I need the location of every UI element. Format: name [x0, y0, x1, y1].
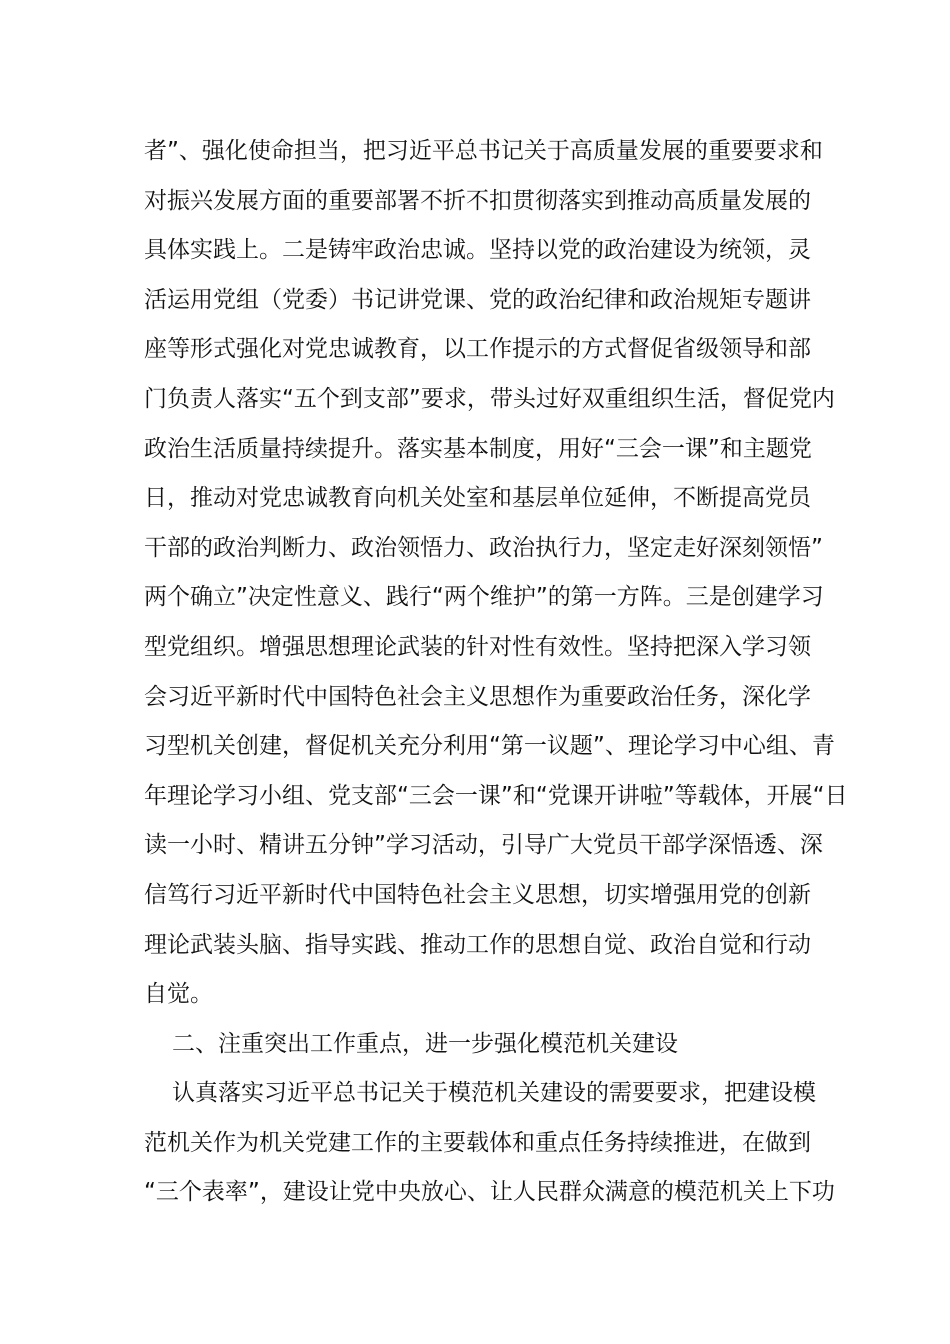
text-line: 自觉。 — [144, 981, 213, 1008]
text-line: 者”、强化使命担当，把习近平总书记关于高质量发展的重要要求和 — [144, 138, 823, 164]
text-line: 活运用党组（党委）书记讲党课、党的政治纪律和政治规矩专题讲 — [144, 286, 811, 313]
text-line: 型党组织。增强思想理论武装的针对性有效性。坚持把深入学习领 — [144, 633, 811, 660]
text-line: 干部的政治判断力、政治领悟力、政治执行力，坚定走好深刻领悟” — [144, 534, 823, 561]
text-line: 认真落实习近平总书记关于模范机关建设的需要要求，把建设模 — [172, 1080, 816, 1107]
text-line: 理论武装头脑、指导实践、推动工作的思想自觉、政治自觉和行动 — [144, 931, 811, 958]
section-heading: 二、注重突出工作重点，进一步强化模范机关建设 — [172, 1030, 678, 1057]
text-line: 年理论学习小组、党支部“三会一课”和“党课开讲啦”等载体，开展“日 — [144, 782, 848, 809]
text-line: “三个表率”，建设让党中央放心、让人民群众满意的模范机关上下功 — [144, 1179, 835, 1206]
document-body — [144, 127, 848, 1218]
text-line: 读一小时、精讲五分钟”学习活动，引导广大党员干部学深悟透、深 — [144, 832, 823, 859]
text-line: 政治生活质量持续提升。落实基本制度，用好“三会一课”和主题党 — [144, 435, 812, 462]
text-line: 座等形式强化对党忠诚教育，以工作提示的方式督促省级领导和部 — [144, 336, 811, 363]
text-line: 习型机关创建，督促机关充分利用“第一议题”、理论学习中心组、青 — [144, 733, 835, 760]
text-line: 范机关作为机关党建工作的主要载体和重点任务持续推进，在做到 — [144, 1129, 811, 1156]
text-line: 日，推动对党忠诚教育向机关处室和基层单位延伸，不断提高党员 — [144, 485, 811, 512]
text-line: 两个确立”决定性意义、践行“两个维护”的第一方阵。三是创建学习 — [144, 584, 824, 611]
text-line: 门负责人落实“五个到支部”要求，带头过好双重组织生活，督促党内 — [144, 385, 835, 412]
text-line: 信笃行习近平新时代中国特色社会主义思想，切实增强用党的创新 — [144, 881, 811, 908]
text-line: 具体实践上。二是铸牢政治忠诚。坚持以党的政治建设为统领，灵 — [144, 237, 811, 264]
text-line: 对振兴发展方面的重要部署不折不扣贯彻落实到推动高质量发展的 — [144, 187, 811, 214]
text-line: 会习近平新时代中国特色社会主义思想作为重要政治任务，深化学 — [144, 683, 811, 710]
